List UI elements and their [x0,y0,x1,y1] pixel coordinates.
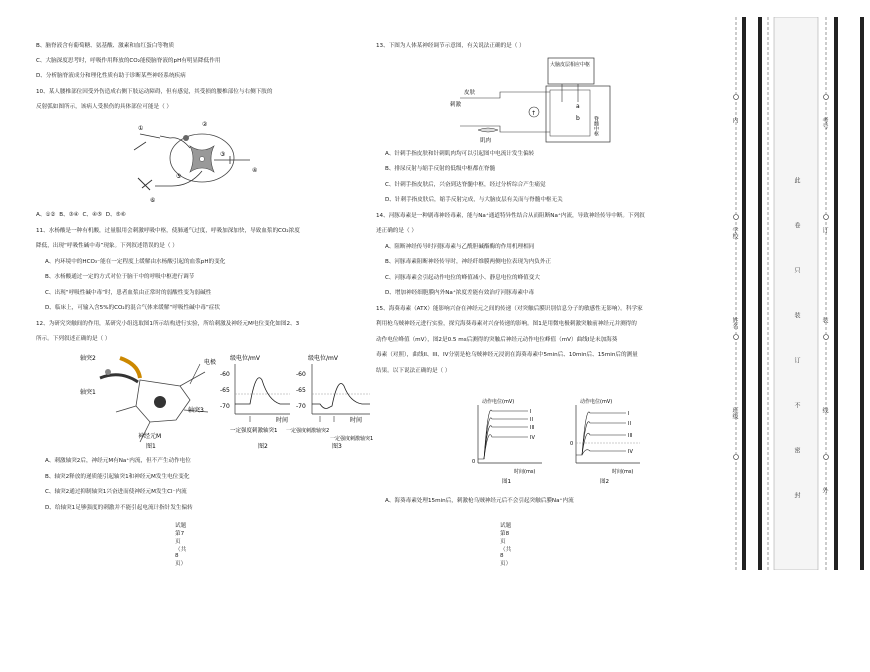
binding-strip-lines [722,17,869,570]
q15-fig2-series-4: IV [628,449,633,455]
q12-fig1-neuron [100,358,208,442]
q15-stem-line5: 结果。以下说法正确的是（ ） [376,368,451,374]
strip-label-bind: 订 [821,227,828,233]
fig10-label-5: ⑤ [176,173,182,180]
q15-fig2-caption: 图2 [600,479,609,485]
strip-char-2: 卷 [793,222,800,228]
q12-fig3-tick-60: -60 [296,371,306,378]
strip-char-4: 装 [793,312,800,318]
strip-label-outer: 外 [821,487,828,493]
q11-option-b: B、水杨酸通过一定的方式对位于脑干中的呼吸中枢进行调节 [45,274,195,280]
q14-stem-line2: 述正确的是（ ） [376,228,417,234]
q10-stem-line1: 10、某人腰椎部位因受外伤造成右侧下肢运动障碍，但有感觉，其受损的腰椎部位与右侧下肢的 [36,89,273,95]
strip-label-school: 学校 [731,227,738,239]
q12-fig3-stim1: 一定强度刺激轴突2 [286,428,330,434]
strip-char-6: 不 [793,402,800,408]
q12-fig3-chart [312,364,370,422]
q12-fig1-caption: 图1 [146,443,156,450]
q12-fig3-tick-65: -65 [296,387,306,394]
strip-char-1: 此 [793,177,800,183]
q12-fig2-tick-70: -70 [220,403,230,410]
strip-label-name: 姓名 [731,317,738,329]
q15-fig1-series-1: I [530,409,532,415]
fig13-label-spinal: 脊髓中枢 [593,116,599,136]
svg-text:↑: ↑ [531,110,537,117]
q15-stem-line3: 动作电位峰值（mV），图2是0.5 ms后测得的突触后神经元动作电位峰值（mV）曲线I是未加海葵 [376,337,618,343]
q12-figure-group [80,350,380,452]
q12-fig2-stim: 一定强度刺激轴突1 [230,428,278,434]
q15-stem-line2: 利用枪乌贼神经元进行实验，探究海葵毒素对兴奋传递的影响。图1是用微电极刺激突触前神经元并测得的 [376,321,637,327]
q13-neural-regulation-figure [450,54,620,144]
q12-fig1-label-axon3: 轴突3 [188,407,204,414]
q15-fig2-series-1: I [628,411,630,417]
q15-fig1-series-4: IV [530,435,535,441]
q11-option-d: D、临床上，可输入含5%的CO₂的混合气体来缓解“呼吸性碱中毒”症状 [45,305,220,311]
q15-fig1-xlabel: 时间(ms) [514,469,536,475]
q15-stem-line1: 15、海葵毒素（ATX）能影响兴奋在神经元之间的传递（对突触后膜识别信息分子的敏感性无影响）。科学家 [376,306,643,312]
q15-fig1-ylabel: 动作电位(mV) [482,399,515,405]
q12-option-d: D、给轴突1足够强度的刺激并不能引起电流计指针发生偏转 [45,505,193,511]
fig13-label-b: b [576,115,580,122]
q12-fig2-tick-65: -65 [220,387,230,394]
q13-stem: 13、下图为人体某神经调节示意图，有关说法正确的是（ ） [376,43,525,49]
q9-option-d: D、分析脑脊液成分和理化性质有助于诊断某些神经系统疾病 [36,73,186,79]
q12-option-a: A、刺激轴突2后，神经元M有Na⁺内流，但不产生动作电位 [45,458,191,464]
q13-option-d: D、针刺手指皮肤后，缩手反射完成，与大脑皮层有关而与脊髓中枢无关 [385,197,563,203]
q10-reflex-arc-figure [120,116,270,208]
q14-option-a: A、阻断神经传导时河豚毒素与乙酰胆碱酯酶的作用机理相同 [385,244,535,250]
q11-stem-line1: 11、水杨酸是一种有机酸，过量服用会刺激呼吸中枢，使肺通气过度，呼吸加深加快，导致血浆的CO₂浓度 [36,228,300,234]
fig13-label-a: a [576,103,580,110]
q14-option-b: B、河豚毒素阻断神经传导时，神经纤维膜两侧电位表现为内负外正 [385,259,552,265]
q12-fig2-chart [235,364,290,422]
q15-fig1-chart [478,405,542,463]
q11-option-c: C、出现“呼吸性碱中毒”时，患者血浆由正常时的弱酸性变为弱碱性 [45,290,212,296]
strip-label-zip: 考号 [821,117,828,129]
fig13-label-cortex: 大脑皮层相应中枢 [550,62,591,68]
right-page-footer: 试题 第8页（共8页） [500,523,512,567]
strip-label-inner: 内 [731,117,738,123]
q14-option-c: C、河豚毒素会引起动作电位的峰值减小、静息电位的峰值变大 [385,275,540,281]
q14-stem-line1: 14、河豚毒素是一种剧毒神经毒素，能与Na⁺通道特异性结合从而阻断Na⁺内流，导致神经传导中断。下列叙 [376,213,645,219]
q13-option-a: A、针刺手指皮肤和针刺肌肉均可以引起图中电流计发生偏转 [385,151,535,157]
q15-fig1-series-2: II [530,417,533,423]
strip-char-8: 封 [793,492,800,498]
q12-fig2-tick-60: -60 [220,371,230,378]
fig13-label-stimulus: 刺激 [450,102,462,108]
strip-label-fold: 装 [821,317,828,323]
fig10-label-3: ③ [220,151,226,158]
q12-fig3-tick-70: -70 [296,403,306,410]
q15-fig2-zero: 0 [570,441,574,447]
strip-label-class: 班级 [731,407,738,419]
q10-stem-line2: 反射弧如图所示，该病人受损伤的具体部位可能是（ ） [36,104,173,110]
strip-char-3: 只 [793,267,800,273]
q12-option-b: B、轴突2释放的递质能引起轴突1和神经元M发生电位变化 [45,474,190,480]
q9-option-c: C、大脑深度思考时，呼吸作用释放的CO₂能使脑脊液的pH有明显降低作用 [36,58,221,64]
q15-figure-group [468,395,668,487]
left-page-footer: 试题 第7页（共8页） [175,523,187,567]
q15-option-a: A、海葵毒素处理15min后，刺激枪乌贼神经元后不会引起突触后膜Na⁺内流 [385,498,574,504]
q15-fig2-series-3: III [628,433,633,439]
q12-fig1-label-axon2: 轴突2 [80,355,96,362]
q14-option-d: D、增加神经细胞膜内外Na⁺浓度差能有效治疗河豚毒素中毒 [385,290,535,296]
q15-fig1-caption: 图1 [502,479,511,485]
fig13-label-skin: 皮肤 [464,90,476,96]
fig13-label-muscle: 肌肉 [480,138,492,144]
q12-fig1-label-neuron-m: 神经元M [138,433,162,440]
q9-option-b: B、脑脊液含有葡萄糖、氨基酸、激素和血红蛋白等物质 [36,43,175,49]
q12-fig3-xlabel: 时间 [350,417,363,424]
q12-fig2-xlabel: 时间 [276,417,289,424]
q15-fig2-series-2: II [628,421,631,427]
q11-option-a: A、内环境中的HCO₃⁻能在一定程度上缓解由水杨酸引起的血浆pH的变化 [45,259,226,265]
strip-char-7: 密 [793,447,800,453]
q12-option-c: C、轴突2通过抑制轴突1兴奋进而使神经元M发生Cl⁻内流 [45,489,187,495]
binding-strip [722,17,869,570]
q15-fig1-zero: 0 [472,459,476,465]
q12-stem-line2: 所示。下列叙述正确的是（ ） [36,336,111,342]
q15-stem-line4: 毒素（对照），曲线II、III、IV分别是枪乌贼神经元浸润在海葵毒素中5min后、10min后、15min后的测量 [376,352,638,358]
q15-fig2-ylabel: 动作电位(mV) [580,399,613,405]
q12-fig1-label-axon1: 轴突1 [80,389,96,396]
fig10-label-1: ① [138,125,144,132]
fig10-label-2: ② [202,121,208,128]
q10-options: A、①② B、③④ C、④⑤ D、⑤⑥ [36,212,126,218]
q12-fig2-ylabel: 级电位/mV [230,355,260,362]
q11-stem-line2: 降低，出现“呼吸性碱中毒”现象。下列叙述错误的是（ ） [36,243,178,249]
fig10-label-4: ④ [252,167,258,174]
fig10-label-6: ⑥ [150,197,156,204]
q12-fig3-caption: 图3 [332,443,342,450]
strip-char-5: 订 [793,357,800,363]
q12-fig2-caption: 图2 [258,443,268,450]
q12-fig3-stim2: 一定强度刺激轴突1 [330,436,374,442]
q13-option-b: B、排尿反射与缩手反射的低级中枢都在脊髓 [385,166,496,172]
q15-fig1-series-3: III [530,425,535,431]
q12-fig1-label-electrode: 电极 [204,359,217,366]
q12-fig3-ylabel: 级电位/mV [308,355,338,362]
q12-stem-line1: 12、为研究突触间的作用，某研究小组选取图1所示结构进行实验，所给刺激及神经元M电位变化如图2、3 [36,321,300,327]
q13-option-c: C、针刺手指皮肤后，兴奋到达脊髓中枢，经过分析综合产生痛觉 [385,182,546,188]
q15-fig2-xlabel: 时间(ms) [612,469,634,475]
strip-label-line: 线 [821,407,828,413]
